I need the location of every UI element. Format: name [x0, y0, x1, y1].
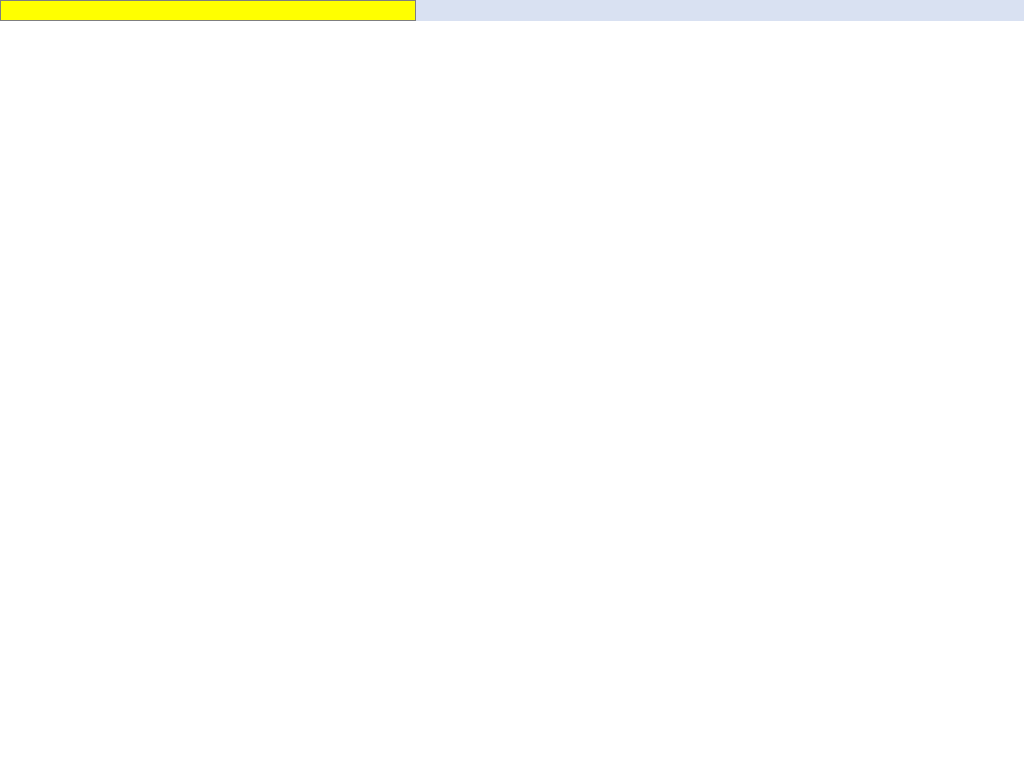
ticker-header-cell[interactable] — [0, 0, 416, 21]
year-2023-header[interactable] — [416, 0, 540, 21]
varlik-payi-header[interactable] — [660, 0, 782, 21]
header-row — [0, 0, 1024, 21]
t-varlik-payi-header[interactable] — [782, 0, 902, 21]
degisim-header[interactable] — [902, 0, 1024, 21]
year-2024-header[interactable] — [540, 0, 660, 21]
